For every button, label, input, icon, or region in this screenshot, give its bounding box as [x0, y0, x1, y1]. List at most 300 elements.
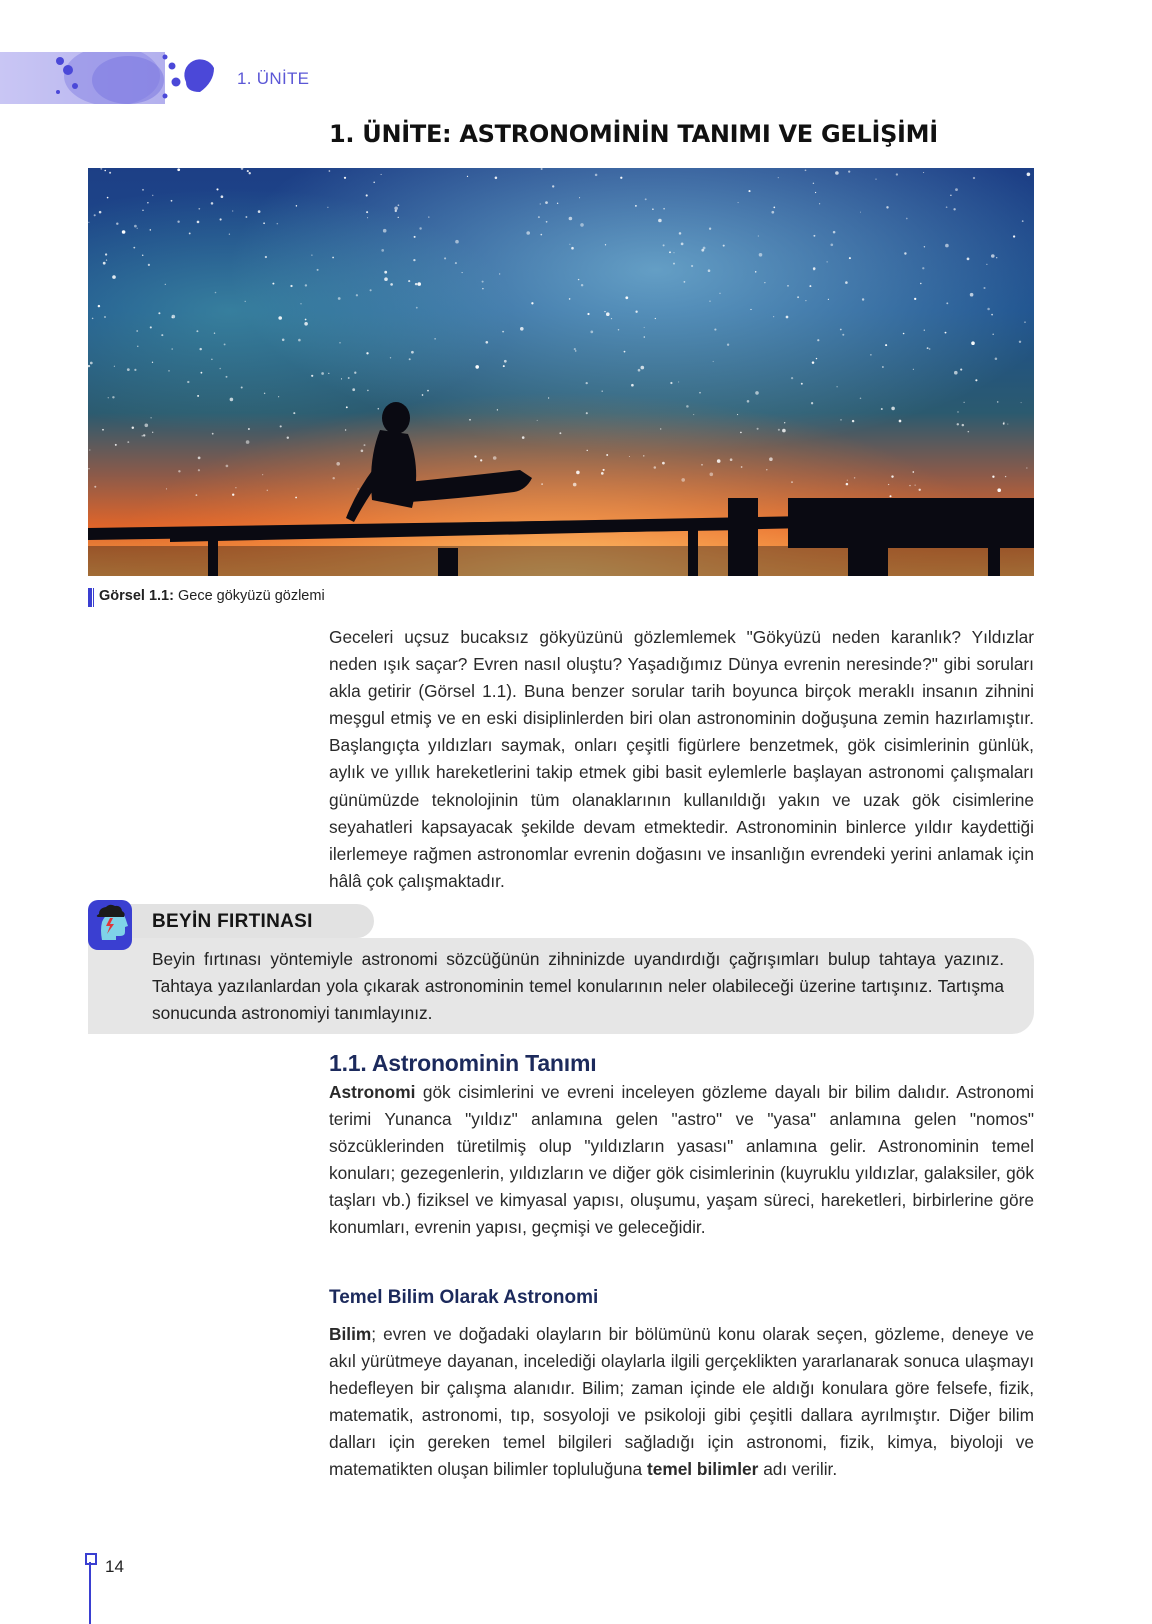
- star: [467, 176, 468, 177]
- star: [264, 393, 265, 394]
- star: [773, 207, 775, 209]
- star: [764, 282, 765, 283]
- star: [226, 465, 229, 468]
- star: [198, 457, 201, 460]
- star: [673, 252, 674, 253]
- caption-accent-bar: [88, 588, 92, 607]
- star: [526, 231, 530, 235]
- basic-sciences-term: temel bilimler: [646, 1459, 759, 1480]
- star: [230, 398, 234, 402]
- star: [545, 201, 548, 204]
- star: [1024, 321, 1025, 322]
- star: [504, 360, 507, 363]
- star: [540, 203, 541, 204]
- star: [624, 351, 626, 353]
- star: [669, 251, 671, 253]
- star: [836, 386, 837, 387]
- star: [719, 293, 720, 294]
- star: [919, 489, 921, 491]
- star: [482, 281, 484, 283]
- star: [287, 437, 289, 439]
- star: [860, 212, 861, 213]
- star: [827, 261, 828, 262]
- star: [645, 198, 647, 200]
- star: [177, 221, 179, 223]
- star: [134, 225, 137, 228]
- star: [1007, 424, 1008, 425]
- star: [248, 428, 250, 430]
- star: [929, 348, 931, 350]
- star: [663, 244, 665, 246]
- star: [482, 288, 484, 290]
- star: [329, 170, 331, 172]
- star: [145, 424, 149, 428]
- star: [903, 333, 905, 335]
- science-text-1: ; evren ve doğadaki olayların bir bölümünü konu olarak seçen, gözleme, deneye ve akıl yürütmeye dayanan, incelediği olaylarla ilgili gerçeklikten yararlanarak sonuca ulaşmayı hedefleyen bir çalışma alanıdır. Bilim; zaman içinde ele aldığı konulara göre felsefe, fizik, matematik, astronomi, tıp, sosyoloji ve psikoloji gibi çeşitli dallara ayrılmıştır. Diğer bilim dalları için gereken temel bilgileri sağladığı için astronomi, fizik, kimya, biyoloji ve matematikten oluşan bilimler topluluğuna: [329, 1324, 1034, 1480]
- star: [975, 379, 977, 381]
- page-title: 1. ÜNİTE: ASTRONOMİNİN TANIMI VE GELİŞİMİ: [329, 120, 938, 148]
- star: [548, 397, 549, 398]
- star: [571, 247, 574, 250]
- star: [216, 188, 218, 190]
- star: [344, 177, 346, 179]
- star: [891, 407, 895, 411]
- figure-caption-label: Görsel 1.1:: [99, 588, 174, 604]
- star: [413, 259, 415, 261]
- star: [643, 455, 644, 456]
- star: [361, 450, 364, 453]
- science-term: Bilim: [329, 1324, 372, 1344]
- star: [813, 183, 814, 184]
- star: [150, 229, 152, 231]
- star: [581, 284, 583, 286]
- star: [813, 235, 815, 237]
- brainstorm-head-icon: [88, 900, 132, 950]
- star: [332, 477, 334, 479]
- star: [590, 331, 593, 334]
- star: [816, 358, 817, 359]
- star: [278, 316, 282, 320]
- star: [137, 346, 138, 347]
- star: [835, 171, 839, 175]
- star: [791, 377, 793, 379]
- star: [540, 234, 542, 236]
- star: [373, 181, 375, 183]
- star: [317, 269, 319, 271]
- star: [968, 431, 970, 433]
- star: [150, 326, 152, 328]
- star: [282, 339, 285, 342]
- star: [497, 409, 498, 410]
- star: [199, 348, 201, 350]
- star: [142, 435, 143, 436]
- star: [245, 301, 246, 302]
- star: [662, 462, 665, 465]
- star: [778, 429, 780, 431]
- star: [381, 174, 382, 175]
- star: [92, 318, 94, 320]
- star: [211, 202, 214, 205]
- star: [741, 466, 743, 468]
- page-number: 14: [105, 1557, 124, 1576]
- star: [601, 390, 602, 391]
- star: [398, 204, 400, 206]
- star: [341, 378, 342, 379]
- star: [278, 396, 279, 397]
- star: [398, 217, 399, 218]
- star: [444, 257, 446, 259]
- star: [305, 319, 307, 321]
- star: [654, 466, 657, 469]
- star: [115, 444, 117, 446]
- star: [625, 296, 628, 299]
- star: [987, 308, 990, 311]
- star: [366, 211, 368, 213]
- star: [414, 236, 416, 238]
- star: [171, 200, 173, 202]
- star: [247, 170, 249, 172]
- science-paragraph: [329, 1321, 1034, 1484]
- star: [723, 245, 725, 247]
- star: [137, 228, 138, 229]
- star: [603, 469, 605, 471]
- star: [503, 365, 505, 367]
- brainstorm-text: Beyin fırtınası yöntemiyle astronomi sözcüğünün zihninizde uyandırdığı çağrışımları bulup tahtaya yazınız. Tahtaya yazılanlardan yola çıkarak astronominin temel konularının neler olabileceği üzerine tartışınız. Tartışma sonucunda astronomiyi tanımlayınız.: [152, 949, 1004, 1024]
- star: [1005, 476, 1006, 477]
- star: [94, 486, 96, 488]
- star: [852, 420, 854, 422]
- star: [245, 216, 247, 218]
- definition-term: Astronomi: [329, 1082, 416, 1102]
- star: [383, 229, 387, 233]
- star: [339, 342, 341, 344]
- star: [98, 305, 100, 307]
- star: [791, 481, 793, 483]
- star: [1022, 220, 1024, 222]
- star: [104, 316, 106, 318]
- star: [366, 194, 368, 196]
- star: [232, 210, 233, 211]
- star: [395, 210, 397, 212]
- star: [211, 359, 212, 360]
- star: [580, 223, 584, 227]
- star: [390, 357, 391, 358]
- star: [265, 256, 267, 258]
- star: [679, 232, 682, 235]
- star: [272, 283, 274, 285]
- star: [748, 190, 750, 192]
- subsection-title: Temel Bilim Olarak Astronomi: [329, 1287, 599, 1308]
- star: [819, 203, 820, 204]
- star: [914, 298, 916, 300]
- star: [485, 341, 488, 344]
- star: [854, 477, 855, 478]
- star: [168, 370, 169, 371]
- caption-accent-line: [93, 588, 94, 607]
- star: [367, 217, 368, 218]
- star: [232, 494, 234, 496]
- intro-paragraph: Geceleri uçsuz bucaksız gökyüzünü gözlemlemek "Gökyüzü neden karanlık? Yıldızlar neden ışık saçar? Evren nasıl oluştu? Yaşadığımız Dünya evrenin neresinde?" gibi soruları akla getirir (Görsel 1.1). Buna benzer sorular tarih boyunca birçok meraklı insanın zihnini meşgul etmiş ve en eski disiplinlerden biri olan astronominin doğuşuna zemin hazırlamıştır. Başlangıçta yıldızları saymak, onları çeşitli figürlere benzetmek, gök cisimlerinin günlük, aylık ve yıllık hareketlerini takip etmek gibi basit eylemlerle başlayan astronomi çalışmaları günümüzde teknolojinin tüm olanaklarının kullanıldığı yakın ve uzak gök cisimlerine seyahatleri kapsayacak şekilde devam etmektedir. Astronominin binlerce yıldır kaydettiği ilerlemeye rağmen astronomlar evrenin doğasını ve insanlığın evrendeki yerini anlamak için hâlâ çok çalışmaktadır.: [329, 627, 1034, 891]
- unit-header-decoration: [0, 52, 225, 104]
- star: [606, 454, 608, 456]
- star: [670, 382, 672, 384]
- star: [99, 211, 102, 214]
- star: [738, 202, 739, 203]
- star: [986, 264, 987, 265]
- star: [595, 174, 598, 177]
- star: [860, 398, 862, 400]
- star: [189, 232, 191, 234]
- star: [967, 258, 970, 261]
- star: [620, 177, 622, 179]
- star: [367, 390, 369, 392]
- star: [971, 341, 975, 345]
- star: [495, 177, 498, 180]
- star: [196, 494, 198, 496]
- section-title: 1.1. Astronominin Tanımı: [329, 1050, 597, 1076]
- star: [538, 216, 540, 218]
- star: [356, 294, 358, 296]
- star: [108, 397, 109, 398]
- star: [945, 332, 947, 334]
- star: [172, 317, 173, 318]
- star: [105, 253, 107, 255]
- star: [327, 207, 328, 208]
- star: [611, 318, 612, 319]
- star: [158, 312, 160, 314]
- star: [709, 228, 711, 230]
- star: [214, 332, 215, 333]
- star: [165, 284, 166, 285]
- star: [354, 372, 356, 374]
- star: [152, 195, 154, 197]
- star: [345, 429, 346, 430]
- star: [142, 255, 144, 256]
- star: [922, 267, 924, 269]
- star: [587, 450, 588, 451]
- star: [830, 243, 833, 246]
- star: [416, 307, 418, 309]
- star: [848, 171, 850, 173]
- star: [381, 249, 384, 252]
- star: [714, 329, 716, 331]
- star: [755, 391, 759, 395]
- definition-paragraph: [329, 1079, 1034, 1242]
- star: [263, 222, 265, 224]
- star: [142, 189, 144, 191]
- star: [298, 339, 301, 342]
- star: [946, 206, 948, 208]
- star: [220, 218, 222, 220]
- star: [328, 373, 329, 374]
- star: [701, 464, 703, 466]
- star: [881, 408, 883, 410]
- star: [1013, 235, 1015, 237]
- star: [579, 197, 580, 198]
- star: [557, 203, 558, 204]
- star: [805, 169, 807, 171]
- star: [366, 352, 368, 354]
- star: [663, 208, 665, 210]
- star: [161, 334, 163, 336]
- star: [574, 348, 576, 350]
- star: [177, 168, 180, 171]
- star: [693, 414, 694, 415]
- star: [537, 420, 538, 421]
- star: [997, 401, 999, 403]
- star: [384, 271, 387, 274]
- star: [660, 428, 661, 429]
- star: [280, 425, 282, 427]
- star: [455, 240, 459, 244]
- star: [882, 366, 884, 368]
- star: [409, 358, 411, 360]
- star: [427, 390, 429, 392]
- star: [132, 426, 134, 428]
- night-sky-image: [88, 168, 1034, 576]
- star: [773, 316, 774, 317]
- star: [150, 417, 152, 419]
- star: [710, 473, 714, 477]
- star: [870, 354, 871, 355]
- star: [267, 490, 268, 491]
- star: [927, 347, 929, 349]
- star: [198, 469, 200, 471]
- star: [828, 299, 829, 300]
- star: [541, 168, 543, 170]
- star: [586, 412, 588, 414]
- star: [875, 178, 876, 179]
- star: [817, 339, 819, 341]
- star: [833, 231, 836, 234]
- star: [778, 177, 779, 178]
- star: [408, 280, 410, 282]
- star: [920, 283, 921, 284]
- star: [996, 257, 997, 258]
- star: [713, 361, 714, 362]
- star: [136, 330, 138, 332]
- star: [419, 227, 421, 229]
- star: [678, 381, 679, 382]
- star: [103, 262, 106, 265]
- star: [332, 257, 334, 259]
- star: [357, 488, 358, 489]
- star: [166, 488, 167, 489]
- star: [755, 271, 756, 272]
- star: [954, 371, 958, 375]
- star: [737, 414, 738, 415]
- unit-label: 1. ÜNİTE: [237, 69, 310, 88]
- star: [559, 432, 561, 434]
- star: [945, 244, 949, 248]
- star: [889, 495, 891, 497]
- star: [378, 408, 380, 410]
- star: [955, 188, 958, 191]
- star: [1003, 423, 1005, 425]
- star: [221, 195, 224, 198]
- figure-caption-text: Gece gökyüzü gözlemi: [177, 588, 325, 604]
- star: [635, 205, 637, 207]
- star: [336, 462, 340, 466]
- star: [782, 429, 786, 433]
- star: [618, 329, 619, 330]
- star: [747, 400, 750, 403]
- star: [684, 281, 686, 283]
- star: [569, 217, 573, 221]
- star: [1027, 173, 1031, 177]
- star: [811, 402, 813, 404]
- star: [552, 185, 554, 187]
- star: [88, 222, 89, 223]
- star: [197, 395, 199, 397]
- star: [305, 284, 307, 286]
- star: [104, 170, 106, 172]
- star: [122, 230, 126, 234]
- star: [644, 336, 646, 338]
- star: [812, 361, 815, 364]
- star: [681, 478, 685, 482]
- star: [201, 372, 203, 374]
- star: [730, 458, 733, 461]
- star: [434, 338, 435, 339]
- star: [686, 405, 689, 408]
- star: [641, 366, 645, 370]
- star: [531, 302, 533, 304]
- star: [346, 406, 348, 408]
- star: [658, 219, 662, 223]
- star: [915, 485, 916, 486]
- star: [1019, 341, 1021, 343]
- star: [311, 375, 313, 377]
- star: [906, 218, 908, 220]
- star: [801, 383, 803, 385]
- star: [246, 440, 250, 444]
- star: [758, 235, 759, 236]
- figure-caption: [99, 588, 325, 604]
- star: [106, 259, 107, 260]
- star: [1021, 402, 1022, 403]
- star: [601, 472, 604, 475]
- star: [740, 432, 742, 434]
- star: [840, 329, 842, 331]
- star: [229, 234, 230, 235]
- star: [983, 287, 985, 289]
- star: [991, 254, 995, 258]
- star: [258, 210, 261, 213]
- star: [913, 369, 914, 370]
- star: [142, 210, 143, 211]
- star: [655, 318, 656, 319]
- star: [215, 292, 217, 294]
- star: [88, 468, 89, 469]
- star: [116, 222, 118, 224]
- star: [352, 388, 355, 391]
- star: [198, 208, 200, 210]
- star: [960, 369, 962, 371]
- brainstorm-title: BEYİN FIRTINASI: [152, 911, 313, 932]
- star: [296, 205, 297, 206]
- star: [474, 455, 476, 457]
- star: [787, 285, 788, 286]
- star: [576, 471, 580, 475]
- star: [94, 214, 96, 216]
- star: [304, 322, 308, 326]
- star: [629, 456, 630, 457]
- star: [415, 283, 417, 285]
- star: [652, 208, 654, 210]
- star: [112, 396, 114, 398]
- star: [862, 298, 864, 300]
